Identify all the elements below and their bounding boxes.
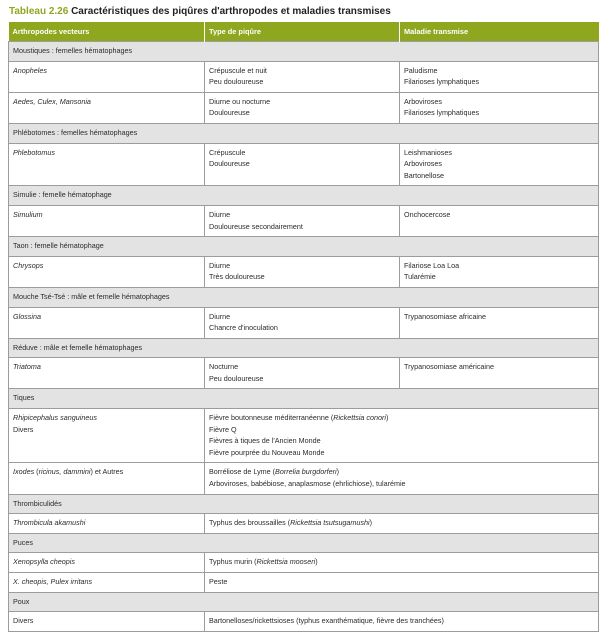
bite-type-line: Diurne (209, 260, 231, 270)
bite-type-cell (205, 205, 400, 236)
vector-cell (9, 409, 205, 463)
bite-type-line: Douloureuse secondairement (209, 221, 303, 231)
bite-type-line: Douloureuse (209, 159, 250, 169)
disease-line: Tularémie (404, 272, 436, 282)
vector-cell (9, 61, 205, 92)
table-row (9, 409, 599, 463)
disease-line: Borréliose de Lyme (Borrelia burgdorferi) (209, 467, 339, 477)
disease-cell (400, 358, 599, 389)
table-row (9, 61, 599, 92)
disease-cell (400, 143, 599, 186)
disease-line: Fièvre boutonneuse méditerranéenne (Rickettsia conori) (209, 413, 389, 423)
vector-cell (9, 358, 205, 389)
table-row (9, 205, 599, 236)
disease-cell (205, 463, 599, 494)
disease-line: Filariose Loa Loa (404, 260, 460, 270)
disease-cell (400, 92, 599, 123)
bite-type-line: Crépuscule (209, 147, 246, 157)
vector-name: Xenopsylla cheopis (13, 557, 75, 567)
disease-line: Trypanosomiase africaine (404, 311, 487, 321)
table-row (9, 358, 599, 389)
disease-line: Paludisme (404, 65, 438, 75)
bite-type-cell (205, 358, 400, 389)
vector-name: Aedes, Culex, Mansonia (13, 96, 91, 106)
disease-line: Fièvre pourprée du Nouveau Monde (209, 447, 325, 457)
table-row (9, 553, 599, 573)
vector-name: Divers (13, 424, 34, 434)
vector-name: Chrysops (13, 260, 44, 270)
group-row (9, 389, 599, 409)
disease-line: Filarioses lymphatiques (404, 108, 480, 118)
table-row (9, 256, 599, 287)
group-label: Réduve : mâle et femelle hématophages (9, 338, 599, 358)
disease-cell (205, 573, 599, 593)
data-table (8, 22, 599, 632)
group-label: Taon : femelle hématophage (9, 237, 599, 257)
group-row (9, 592, 599, 612)
bite-type-line: Douloureuse (209, 108, 250, 118)
table-row (9, 573, 599, 593)
table-body (9, 42, 599, 632)
bite-type-line: Diurne ou nocturne (209, 96, 271, 106)
bite-type-line: Chancre d'inoculation (209, 323, 278, 333)
bite-type-cell (205, 307, 400, 338)
table-row (9, 463, 599, 494)
group-label: Puces (9, 533, 599, 553)
vector-cell (9, 573, 205, 593)
disease-line: Arboviroses (404, 159, 442, 169)
bite-type-line: Peu douloureuse (209, 373, 264, 383)
table-caption: Caractéristiques des piqûres d'arthropodes et maladies transmises (71, 6, 391, 17)
vector-cell (9, 205, 205, 236)
group-row (9, 42, 599, 62)
bite-type-line: Nocturne (209, 362, 239, 372)
group-row (9, 123, 599, 143)
table-row (9, 143, 599, 186)
group-row (9, 287, 599, 307)
vector-name: Rhipicephalus sanguineus (13, 413, 97, 423)
group-row (9, 186, 599, 206)
disease-line: Arboviroses, babébiose, anaplasmose (ehrlichiose), tularémie (209, 479, 406, 489)
group-label: Tiques (9, 389, 599, 409)
bite-type-line: Crépuscule et nuit (209, 65, 267, 75)
disease-line: Leishmanioses (404, 147, 452, 157)
bite-type-cell (205, 61, 400, 92)
bite-type-line: Très douloureuse (209, 272, 265, 282)
disease-cell (205, 409, 599, 463)
disease-line: Onchocercose (404, 209, 451, 219)
vector-cell (9, 514, 205, 534)
bite-type-cell (205, 256, 400, 287)
vector-name: Divers (13, 616, 34, 626)
vector-cell (9, 256, 205, 287)
header-row (9, 22, 599, 42)
header-vectors: Arthropodes vecteurs (9, 22, 205, 42)
disease-line: Bartonelloses/rickettsioses (typhus exanthématique, fièvre des tranchées) (209, 616, 444, 626)
group-row (9, 494, 599, 514)
bite-type-line: Diurne (209, 209, 231, 219)
group-row (9, 237, 599, 257)
header-disease: Maladie transmise (400, 22, 599, 42)
group-label: Moustiques : femelles hématophages (9, 42, 599, 62)
vector-name: Phlebotomus (13, 147, 55, 157)
bite-type-cell (205, 143, 400, 186)
table-row (9, 514, 599, 534)
group-label: Mouche Tsé-Tsé : mâle et femelle hématophages (9, 287, 599, 307)
disease-line: Typhus des broussailles (Rickettsia tsutsugamushi) (209, 518, 373, 528)
disease-line: Filarioses lymphatiques (404, 77, 480, 87)
vector-cell (9, 612, 205, 632)
disease-line: Trypanosomiase américaine (404, 362, 495, 372)
table-title (9, 5, 391, 19)
disease-cell (400, 256, 599, 287)
disease-cell (205, 612, 599, 632)
vector-cell (9, 143, 205, 186)
vector-name: Thrombicula akamushi (13, 518, 86, 528)
group-row (9, 533, 599, 553)
vector-name: Simulium (13, 209, 43, 219)
table-row (9, 612, 599, 632)
disease-line: Typhus murin (Rickettsia mooseri) (209, 557, 318, 567)
bite-type-cell (205, 92, 400, 123)
bite-type-line: Peu douloureuse (209, 77, 264, 87)
vector-name: Anopheles (13, 65, 47, 75)
vector-name: X. cheopis, Pulex irritans (13, 577, 93, 586)
vector-cell (9, 92, 205, 123)
vector-cell (9, 307, 205, 338)
group-label: Poux (9, 592, 599, 612)
disease-line: Peste (209, 577, 228, 586)
disease-cell (400, 61, 599, 92)
header-bite-type: Type de piqûre (205, 22, 400, 42)
table-number: Tableau 2.26 (9, 6, 69, 17)
disease-line: Fièvres à tiques de l'Ancien Monde (209, 436, 321, 446)
disease-cell (205, 553, 599, 573)
disease-line: Arboviroses (404, 96, 442, 106)
vector-name: Triatoma (13, 362, 41, 372)
disease-line: Fièvre Q (209, 424, 237, 434)
group-label: Thrombiculidés (9, 494, 599, 514)
table-row (9, 307, 599, 338)
vector-name: Glossina (13, 311, 41, 321)
disease-cell (400, 205, 599, 236)
disease-cell (400, 307, 599, 338)
group-label: Simulie : femelle hématophage (9, 186, 599, 206)
vector-cell (9, 553, 205, 573)
group-row (9, 338, 599, 358)
vector-name: Ixodes (ricinus, dammini) et Autres (13, 467, 124, 477)
disease-cell (205, 514, 599, 534)
group-label: Phlébotomes : femelles hématophages (9, 123, 599, 143)
vector-cell (9, 463, 205, 494)
disease-line: Bartonellose (404, 170, 444, 180)
table-row (9, 92, 599, 123)
bite-type-line: Diurne (209, 311, 231, 321)
